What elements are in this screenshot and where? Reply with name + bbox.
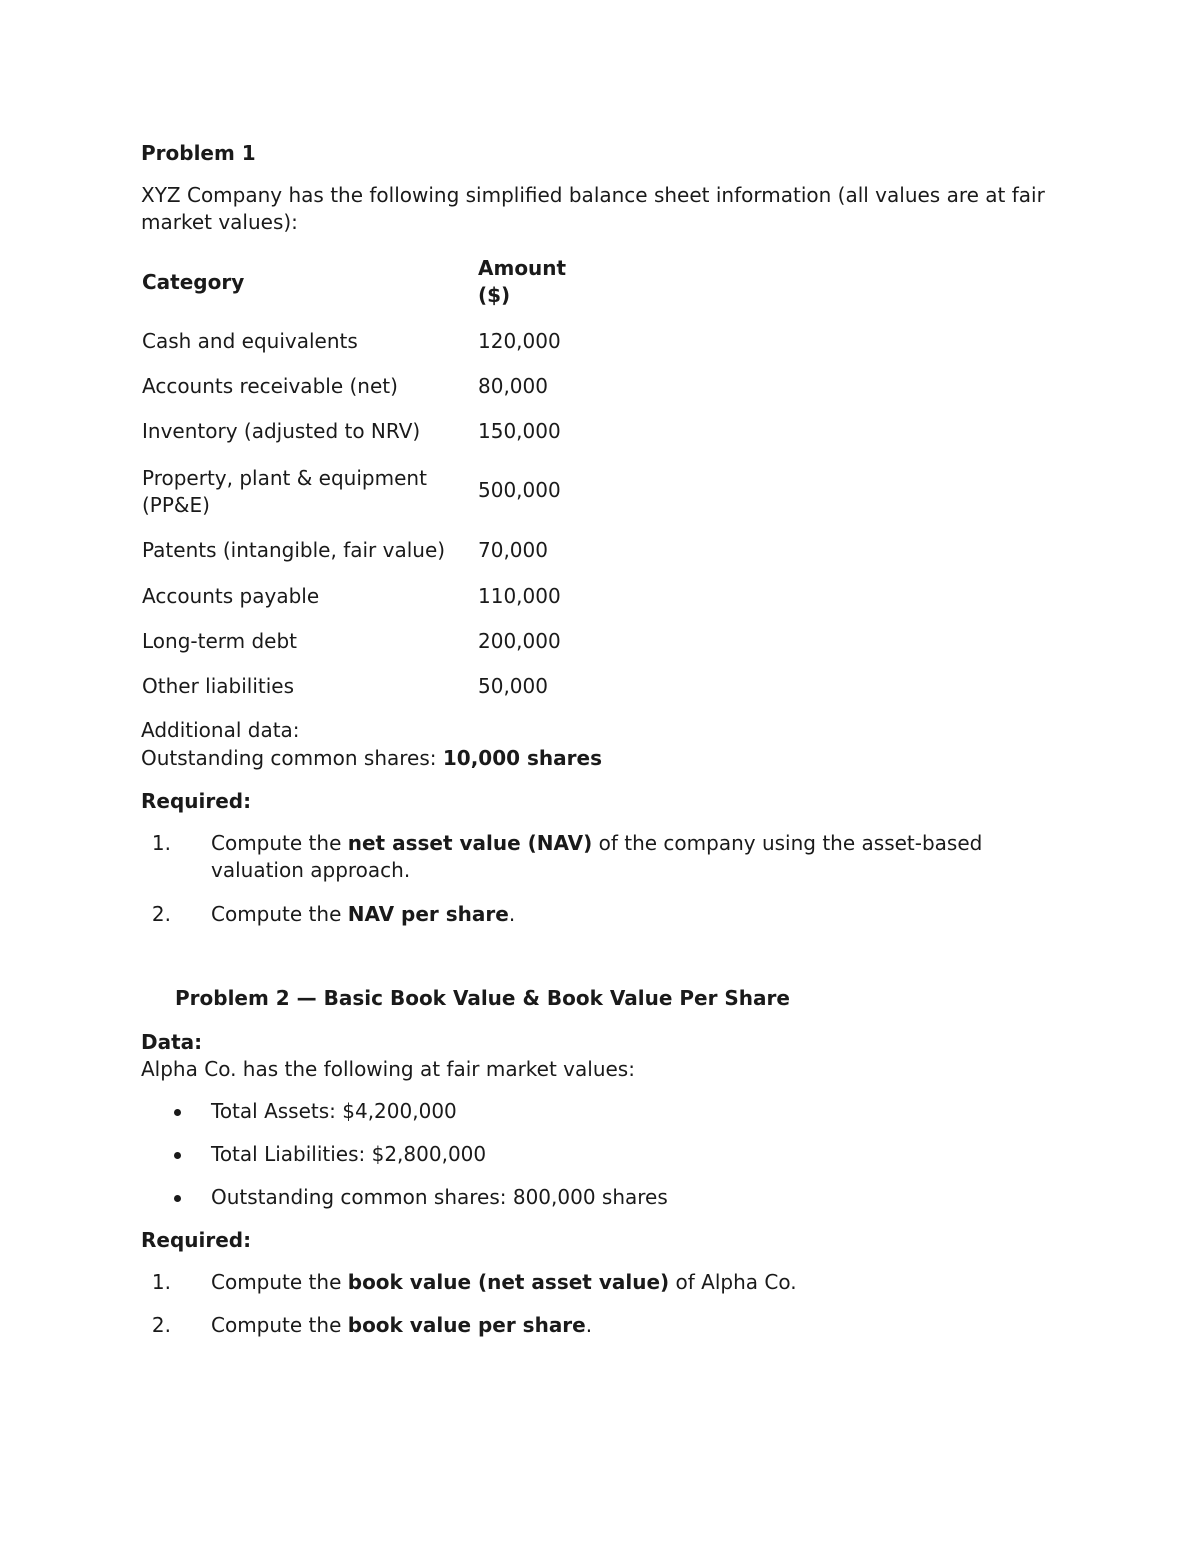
list-number: 1. bbox=[151, 1270, 171, 1294]
problem2-data-list bbox=[141, 1098, 1061, 1218]
list-text-bold: NAV per share bbox=[347, 902, 509, 926]
list-text-post: of Alpha Co. bbox=[669, 1270, 797, 1294]
table-row-amount: 200,000 bbox=[478, 629, 561, 653]
problem2-title: Problem 2 — Basic Book Value & Book Value Per Share bbox=[175, 986, 790, 1010]
list-number: 2. bbox=[151, 902, 171, 926]
table-header-amount bbox=[478, 255, 628, 309]
table-row-category-line1: Property, plant & equipment bbox=[142, 466, 427, 490]
list-text-pre: Compute the bbox=[211, 902, 348, 926]
table-row-category: Cash and equivalents bbox=[142, 329, 358, 353]
outstanding-shares-value: 10,000 shares bbox=[442, 746, 602, 770]
table-row-category: Accounts receivable (net) bbox=[142, 374, 398, 398]
bullet-icon bbox=[174, 1109, 181, 1116]
table-row-amount: 110,000 bbox=[478, 584, 561, 608]
table-header-amount-line2: ($) bbox=[478, 283, 511, 307]
list-number: 2. bbox=[151, 1313, 171, 1337]
list-item-text: Total Liabilities: $2,800,000 bbox=[211, 1142, 487, 1166]
table-row-amount: 50,000 bbox=[478, 674, 548, 698]
list-text-bold: net asset value (NAV) bbox=[347, 831, 593, 855]
table-row-category: Patents (intangible, fair value) bbox=[142, 538, 446, 562]
table-header-amount-line1: Amount bbox=[478, 256, 567, 280]
table-row-category: Inventory (adjusted to NRV) bbox=[142, 419, 421, 443]
list-item-text: Total Assets: $4,200,000 bbox=[211, 1099, 457, 1123]
bullet-icon bbox=[174, 1195, 181, 1202]
problem1-required-list bbox=[141, 830, 1061, 940]
table-row-amount: 80,000 bbox=[478, 374, 548, 398]
outstanding-shares-line bbox=[141, 745, 1041, 772]
list-text-continuation: valuation approach. bbox=[211, 858, 411, 882]
list-text-post: . bbox=[585, 1313, 593, 1337]
problem1-required-label: Required: bbox=[141, 789, 252, 813]
table-row-amount: 120,000 bbox=[478, 329, 561, 353]
table-row-category: Long-term debt bbox=[142, 629, 298, 653]
table-row-category-line2: (PP&E) bbox=[142, 493, 210, 517]
problem1-title: Problem 1 bbox=[141, 141, 256, 165]
table-row-category bbox=[142, 465, 472, 519]
outstanding-shares-prefix: Outstanding common shares: bbox=[141, 746, 443, 770]
problem1-intro: XYZ Company has the following simplified balance sheet information (all values are at fair market values): bbox=[141, 183, 1045, 234]
list-text-pre: Compute the bbox=[211, 831, 348, 855]
bullet-icon bbox=[174, 1152, 181, 1159]
problem2-required-list bbox=[141, 1269, 1061, 1349]
table-header-category: Category bbox=[142, 270, 245, 294]
list-item-text bbox=[211, 830, 1051, 884]
table-row-category: Other liabilities bbox=[142, 674, 295, 698]
table-row-amount: 500,000 bbox=[478, 478, 561, 502]
list-text-post: . bbox=[508, 902, 516, 926]
table-row-category: Accounts payable bbox=[142, 584, 320, 608]
additional-data-label: Additional data: bbox=[141, 718, 300, 742]
list-item-text bbox=[211, 901, 1051, 928]
list-item-text bbox=[211, 1312, 1051, 1339]
list-text-post: of the company using the asset-based bbox=[592, 831, 983, 855]
list-text-pre: Compute the bbox=[211, 1313, 348, 1337]
table-row-amount: 150,000 bbox=[478, 419, 561, 443]
problem2-data-label: Data: bbox=[141, 1030, 203, 1054]
list-item-text bbox=[211, 1269, 1051, 1296]
list-number: 1. bbox=[151, 831, 171, 855]
table-row-amount: 70,000 bbox=[478, 538, 548, 562]
list-text-pre: Compute the bbox=[211, 1270, 348, 1294]
list-item-text: Outstanding common shares: 800,000 shares bbox=[211, 1185, 668, 1209]
list-text-bold: book value per share bbox=[347, 1313, 586, 1337]
problem2-intro: Alpha Co. has the following at fair market values: bbox=[141, 1057, 635, 1081]
problem2-required-label: Required: bbox=[141, 1228, 252, 1252]
list-text-bold: book value (net asset value) bbox=[347, 1270, 670, 1294]
